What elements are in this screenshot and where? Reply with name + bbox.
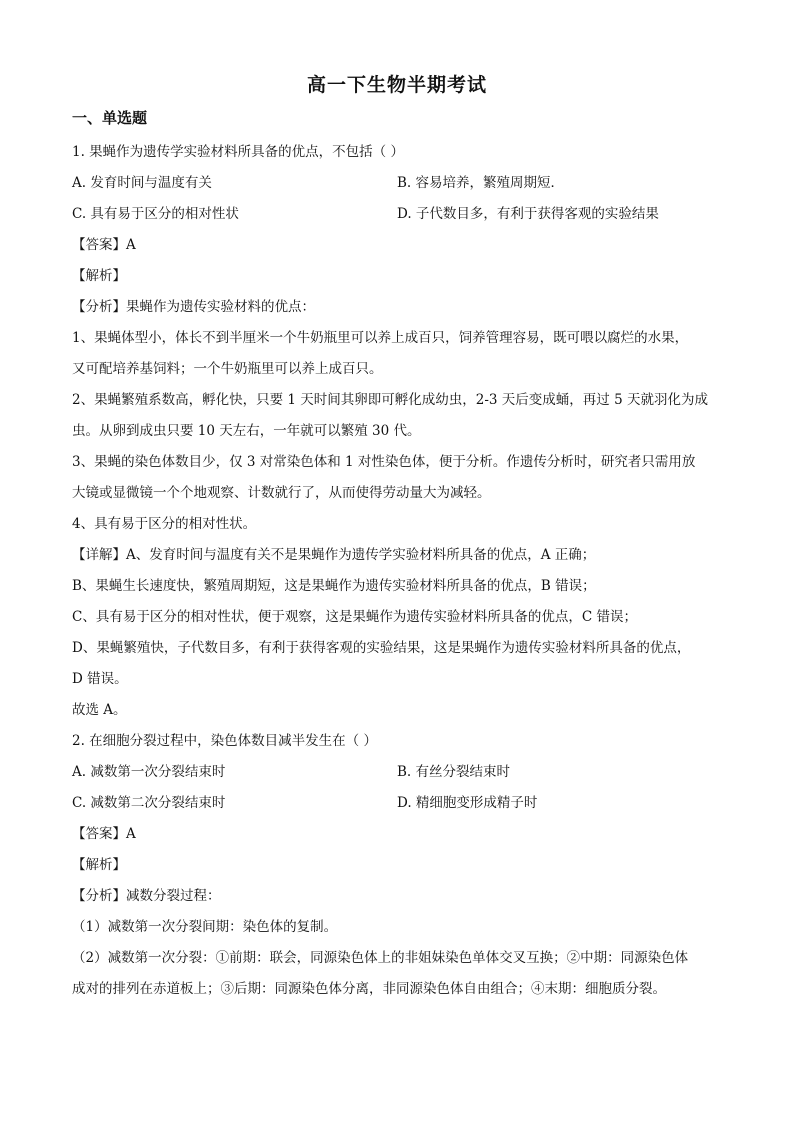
question-1-option-d: D. 子代数目多，有利于获得客观的实验结果 <box>397 206 659 222</box>
question-2-analysis-line: 【分析】减数分裂过程： <box>72 888 221 904</box>
document-body <box>72 137 722 1005</box>
question-1-detail-line: D、果蝇繁殖快，子代数目多，有利于获得客观的实验结果，这是果蝇作为遗传实验材料所具备的优点， <box>72 640 691 656</box>
question-1-analysis-line: 【分析】果蝇作为遗传实验材料的优点： <box>72 299 315 315</box>
question-2-option-c: C. 减数第二次分裂结束时 <box>72 795 226 811</box>
question-1-analysis-line: 1、果蝇体型小，体长不到半厘米一个牛奶瓶里可以养上成百只，饲养管理容易，既可喂以腐烂的水果， <box>72 330 689 346</box>
question-2-analysis-line: （1）减数第一次分裂间期：染色体的复制。 <box>72 919 338 935</box>
question-1-detail-line: C、具有易于区分的相对性状，便于观察，这是果蝇作为遗传实验材料所具备的优点，C 错误； <box>72 609 637 625</box>
question-1-stem: 1. 果蝇作为遗传学实验材料所具备的优点，不包括（ ） <box>72 144 404 160</box>
question-1-analysis-line: 4、具有易于区分的相对性状。 <box>72 516 257 532</box>
question-1-option-c: C. 具有易于区分的相对性状 <box>72 206 239 222</box>
question-1-analysis-line: 2、果蝇繁殖系数高，孵化快，只要 1 天时间其卵即可孵化成幼虫，2-3 天后变成蛹，再过 5 天就羽化为成 <box>72 392 708 408</box>
question-1-analysis-label: 【解析】 <box>72 268 126 284</box>
page-title: 高一下生物半期考试 <box>306 74 487 96</box>
question-2-analysis-line: 成对的排列在赤道板上；③后期：同源染色体分离，非同源染色体自由组合；④末期：细胞质分裂。 <box>72 981 666 997</box>
question-1-option-a: A. 发育时间与温度有关 <box>72 175 212 191</box>
question-2-stem: 2. 在细胞分裂过程中，染色体数目减半发生在（ ） <box>72 733 377 749</box>
question-1-answer: 【答案】A <box>72 237 136 253</box>
section-heading: 一、单选题 <box>72 109 148 127</box>
question-1-detail-line: D 错误。 <box>72 671 128 687</box>
question-1-conclusion: 故选 A。 <box>72 702 127 718</box>
question-2-option-d: D. 精细胞变形成精子时 <box>397 795 538 811</box>
question-2-option-a: A. 减数第一次分裂结束时 <box>72 764 226 780</box>
question-1-analysis-line: 又可配培养基饲料；一个牛奶瓶里可以养上成百只。 <box>72 361 383 377</box>
question-2-analysis-line: （2）减数第一次分裂：①前期：联会，同源染色体上的非姐妹染色单体交叉互换；②中期：同源染色体 <box>72 950 689 966</box>
question-1-detail-line: B、果蝇生长速度快，繁殖周期短，这是果蝇作为遗传实验材料所具备的优点，B 错误； <box>72 578 596 594</box>
question-1-analysis-line: 虫。从卵到成虫只要 10 天左右，一年就可以繁殖 30 代。 <box>72 423 421 439</box>
question-1-analysis-line: 3、果蝇的染色体数目少，仅 3 对常染色体和 1 对性染色体，便于分析。作遗传分析时，研究者只需用放 <box>72 454 696 470</box>
question-2-options-row-2 <box>72 788 722 819</box>
question-2-answer: 【答案】A <box>72 826 136 842</box>
question-1-options-row-1 <box>72 168 722 199</box>
question-1-detail-line: 【详解】A、发育时间与温度有关不是果蝇作为遗传学实验材料所具备的优点，A 正确； <box>72 547 596 563</box>
question-1-option-b: B. 容易培养，繁殖周期短． <box>397 175 565 191</box>
question-1-options-row-2 <box>72 199 722 230</box>
question-2-analysis-label: 【解析】 <box>72 857 126 873</box>
question-2-option-b: B. 有丝分裂结束时 <box>397 764 511 780</box>
question-2-options-row-1 <box>72 757 722 788</box>
question-1-analysis-line: 大镜或显微镜一个个地观察、计数就行了，从而使得劳动量大为减轻。 <box>72 485 491 501</box>
